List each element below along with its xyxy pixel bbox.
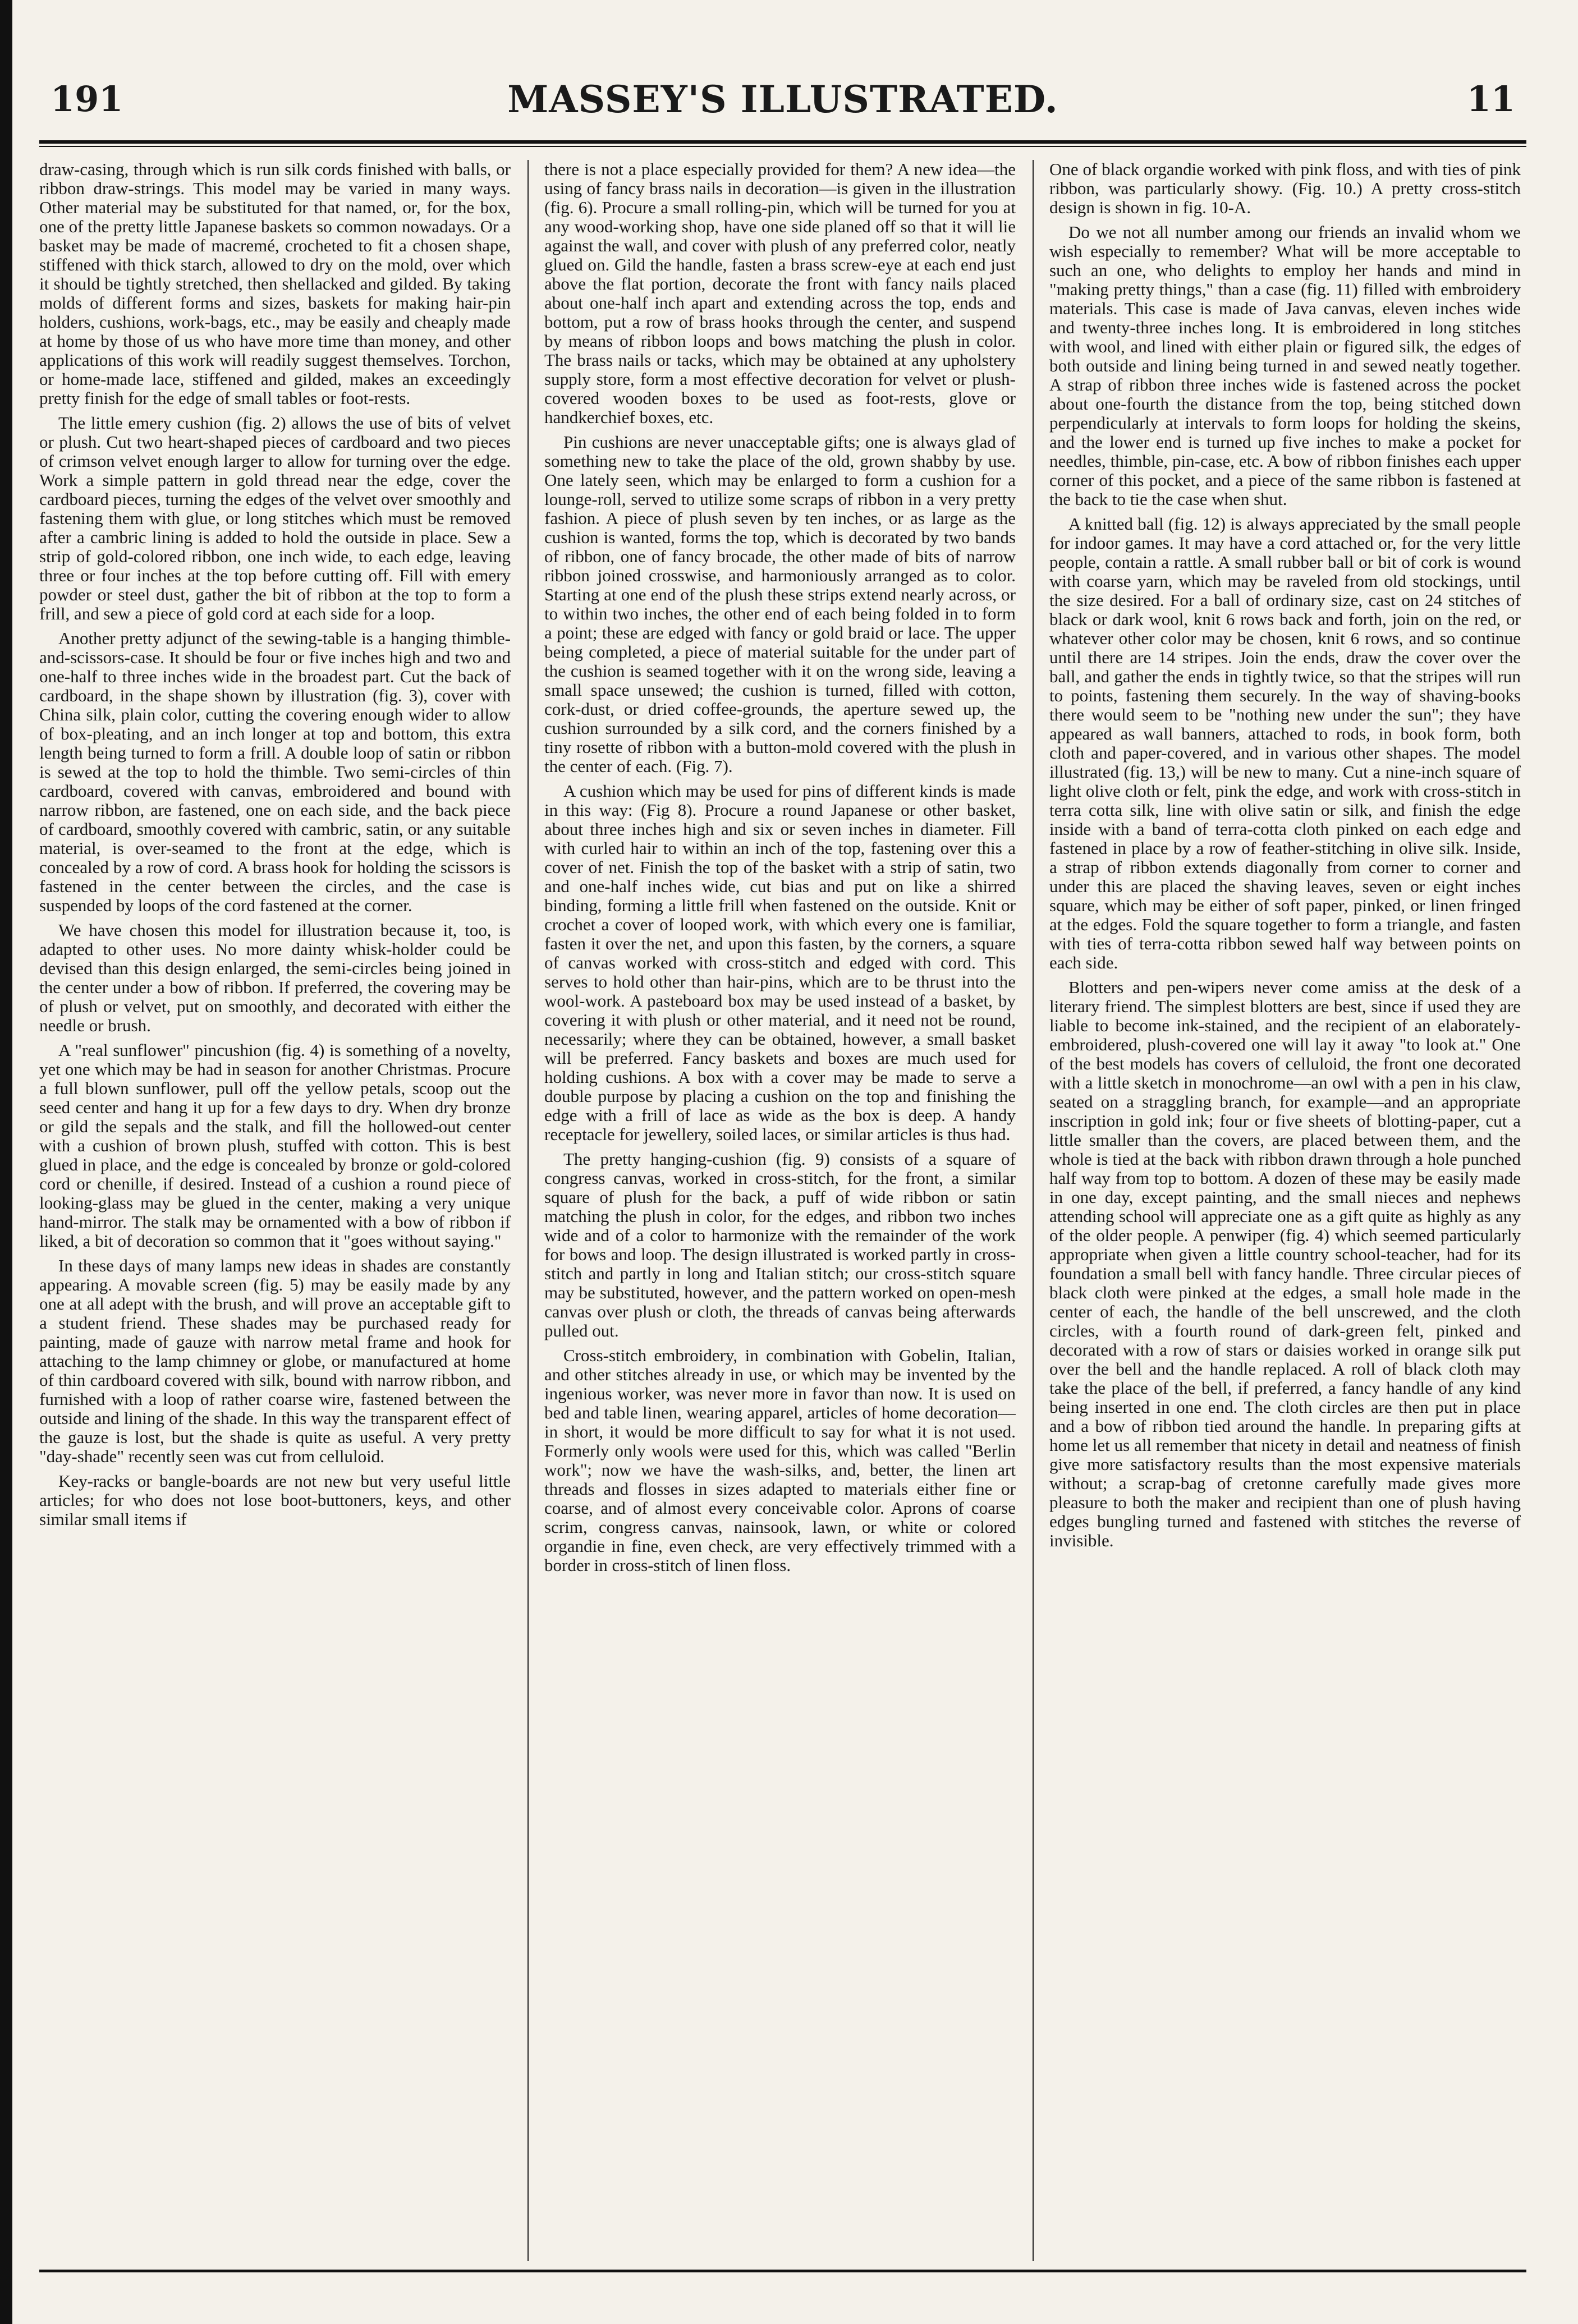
column-1 (39, 160, 511, 2261)
paragraph: draw-casing, through which is run silk cords finished with balls, or ribbon draw-strings. This model may be varied in many ways. Other material may be substituted for that named, or, for the box, one of the pretty little Japanese baskets so common nowadays. Or a basket may be made of macremé, crocheted to fit a chosen shape, stiffened with thick starch, allowed to dry on the mold, over which it should be tightly stretched, then shellacked and gilded. By taking molds of different forms and sizes, baskets for making hair-pin holders, cushions, work-bags, etc., may be easily and cheaply made at home by those of us who have more time than money, and other applications of this work will readily suggest themselves. Torchon, or home-made lace, stiffened and gilded, makes an exceedingly pretty finish for the edge of small tables or foot-rests. (39, 160, 511, 408)
column-3 (1049, 160, 1521, 2261)
text-columns (39, 160, 1526, 2261)
paragraph: Do we not all number among our friends an invalid whom we wish especially to remember? What will be more acceptable to such an one, who delights to employ her hands and mind in "making pretty things," than a case (fig. 11) filled with embroidery materials. This case is made of Java canvas, eleven inches wide and twenty-three inches long. It is embroidered in long stitches with wool, and lined with either plain or figured silk, the edges of both outside and lining being turned in and sewed neatly together. A strap of ribbon three inches wide is fastened across the pocket about one-fourth the distance from the top, being stitched down perpendicularly at intervals to form loops for holding the skeins, and the lower end is turned up five inches to make a pocket for needles, thimble, pin-case, etc. A bow of ribbon finishes each upper corner of this pocket, and a piece of the same ribbon is fastened at the back to tie the case when shut. (1049, 222, 1521, 509)
paragraph: Another pretty adjunct of the sewing-table is a hanging thimble-and-scissors-case. It should be four or five inches high and two and one-half to three inches wide in the broadest part. Cut the back of cardboard, in the shape shown by illustration (fig. 3), cover with China silk, plain color, cutting the covering enough wider to allow of box-pleating, and an inch longer at top and bottom, this extra length being turned to form a frill. A double loop of satin or ribbon is sewed at the top to hold the thimble. Two semi-circles of thin cardboard, covered with canvas, embroidered and bound with narrow ribbon, are fastened, one on each side, and the back piece of cardboard, smoothly covered with cambric, satin, or any suitable material, is over-seamed to the front at the edge, which is concealed by a row of cord. A brass hook for holding the scissors is fastened in the center between the circles, and the case is suspended by loops of the cord fastened at the corner. (39, 628, 511, 915)
paragraph: Cross-stitch embroidery, in combination with Gobelin, Italian, and other stitches already in use, or which may be invented by the ingenious worker, was never more in favor than now. It is used on bed and table linen, wearing apparel, articles of home decoration—in short, it would be more difficult to say for what it is not used. Formerly only wools were used for this, which was called "Berlin work"; now we have the wash-silks, and, better, the linen art threads and flosses in sizes adapted to materials either fine or coarse, and of almost every conceivable color. Aprons of coarse scrim, congress canvas, nainsook, lawn, or white or colored organdie in fine, even check, are very effectively trimmed with a border in cross-stitch of linen floss. (544, 1345, 1016, 1575)
column-2 (544, 160, 1016, 2261)
paragraph: Key-racks or bangle-boards are not new but very useful little articles; for who does not lose boot-buttoners, keys, and other similar small items if (39, 1471, 511, 1529)
page-number-left: 191 (51, 79, 123, 120)
paragraph: We have chosen this model for illustration because it, too, is adapted to other uses. No more dainty whisk-holder could be devised than this design enlarged, the semi-circles being joined in the center under a bow of ribbon. If preferred, the covering may be of plush or velvet, put on smoothly, and decorated with either the needle or brush. (39, 920, 511, 1035)
paragraph: The pretty hanging-cushion (fig. 9) consists of a square of congress canvas, worked in cross-stitch, for the front, a similar square of plush for the back, a puff of wide ribbon or satin matching the plush in color, for the edges, and ribbon two inches wide and of a color to harmonize with the remainder of the work for bows and loop. The design illustrated is worked partly in cross-stitch and partly in long and Italian stitch; our cross-stitch square may be substituted, however, and the pattern worked on open-mesh canvas over plush or cloth, the threads of canvas being afterwards pulled out. (544, 1149, 1016, 1340)
column-divider (527, 160, 529, 2261)
paragraph: A knitted ball (fig. 12) is always appreciated by the small people for indoor games. It may have a cord attached or, for the very little people, contain a rattle. A small rubber ball or bit of cork is wound with coarse yarn, which may be raveled from old stockings, until the size desired. For a ball of ordinary size, cast on 24 stitches of black or dark wool, knit 6 rows back and forth, join on the red, or whatever other color may be chosen, knit 6 rows, and so continue until there are 14 stripes. Join the ends, draw the cover over the ball, and gather the ends in tightly twice, so that the stripes will run to points, fastening them securely. In the way of shaving-books there would seem to be "nothing new under the sun"; they have appeared as wall banners, attached to rods, in book form, both cloth and paper-covered, and in various other shapes. The model illustrated (fig. 13,) will be new to many. Cut a nine-inch square of light olive cloth or felt, pink the edge, and work with cross-stitch in terra cotta silk, line with olive satin or silk, and finish the edge inside with a band of terra-cotta cloth pinked on each edge and fastened in place by a row of feather-stitching in olive silk. Inside, a strap of ribbon extends diagonally from corner to corner and under this are placed the shaving leaves, seven or eight inches square, which may be either of soft paper, pinked, or linen fringed at the edges. Fold the square together to form a triangle, and fasten with ties of terra-cotta ribbon sewed half way between points on each side. (1049, 514, 1521, 972)
header-rule (39, 140, 1526, 144)
paragraph: In these days of many lamps new ideas in shades are constantly appearing. A movable screen (fig. 5) may be easily made by any one at all adept with the brush, and will prove an acceptable gift to a student friend. These shades may be purchased ready for painting, made of gauze with narrow metal frame and hook for attaching to the lamp chimney or globe, or manufactured at home of thin cardboard covered with silk, bound with narrow ribbon, and furnished with a loop of rather coarse wire, fastened between the outside and lining of the shade. In this way the transparent effect of the gauze is lost, but the shade is quite as useful. A very pretty "day-shade" recently seen was cut from celluloid. (39, 1256, 511, 1466)
page-number-right: 11 (1466, 79, 1515, 120)
column-divider (1033, 160, 1034, 2261)
paragraph: there is not a place especially provided for them? A new idea—the using of fancy brass nails in decoration—is given in the illustration (fig. 6). Procure a small rolling-pin, which will be turned for you at any wood-working shop, have one side planed off so that it will lie against the wall, and cover with plush of any preferred color, neatly glued on. Gild the handle, fasten a brass screw-eye at each end just above the flat portion, decorate the front with fancy nails placed about one-half inch apart and extending across the top, ends and bottom, put a row of brass hooks through the center, and suspend by means of ribbon loops and bows matching the plush in color. The brass nails or tacks, which may be obtained at any upholstery supply store, form a most effective decoration for velvet or plush-covered wooden boxes to be used as foot-rests, glove or handkerchief boxes, etc. (544, 160, 1016, 427)
paragraph: A cushion which may be used for pins of different kinds is made in this way: (Fig 8). Procure a round Japanese or other basket, about three inches high and six or seven inches in diameter. Fill with curled hair to within an inch of the top, fastening over this a cover of net. Finish the top of the basket with a strip of satin, two and one-half inches wide, cut bias and put on like a shirred binding, forming a little frill when fastened on the outside. Knit or crochet a cover of looped work, with which every one is familiar, fasten it over the net, and upon this fasten, by the corners, a square of canvas worked with cross-stitch and edged with cord. This serves to hold other than hair-pins, which are to be thrust into the wool-work. A pasteboard box may be used instead of a basket, by covering it with plush or other material, and it need not be round, necessarily; where they can be obtained, however, a small basket will be preferred. Fancy baskets and boxes are much used for holding cushions. A box with a cover may be made to serve a double purpose by placing a cushion on the top and finishing the edge with a frill of lace as wide as the box is deep. A handy receptacle for jewellery, soiled laces, or similar articles is thus had. (544, 781, 1016, 1144)
paragraph: A "real sunflower" pincushion (fig. 4) is something of a novelty, yet one which may be had in season for another Christmas. Procure a full blown sunflower, pull off the yellow petals, scoop out the seed center and hang it up for a few days to dry. When dry bronze or gild the sepals and the stalk, and fill the hollowed-out center with a cushion of brown plush, stuffed with cotton. This is best glued in place, and the edge is concealed by bronze or gold-colored cord or chenille, if desired. Instead of a cushion a round piece of looking-glass may be glued in the center, making a very unique hand-mirror. The stalk may be ornamented with a bow of ribbon if liked, a bit of decoration so common that it "goes without saying." (39, 1040, 511, 1251)
header-rule-thin (39, 146, 1526, 147)
paragraph: Blotters and pen-wipers never come amiss at the desk of a literary friend. The simplest blotters are best, since if used they are liable to become ink-stained, and the recipient of an elaborately-embroidered, plush-covered one will lay it away "to look at." One of the best models has covers of celluloid, the front one decorated with a little sketch in monochrome—an owl with a pen in his claw, seated on a straggling branch, for example—and an appropriate inscription in gold ink; four or five sheets of blotting-paper, cut a little smaller than the covers, are placed between them, and the whole is tied at the back with ribbon drawn through a hole punched half way from top to bottom. A dozen of these may be easily made in one day, except painting, and the small nieces and nephews attending school will appreciate one as a gift quite as highly as any of the older people. A penwiper (fig. 4) which seemed particularly appropriate when given a little country school-teacher, had for its foundation a small bell with fancy handle. Three circular pieces of black cloth were pinked at the edges, a small hole made in the center of each, the handle of the bell unscrewed, and the cloth circles, with a fourth round of dark-green felt, pinked and decorated with a row of stars or daisies worked in orange silk put over the bell and the handle replaced. A roll of black cloth may take the place of the bell, if preferred, a fancy handle of any kind being inserted in one end. The cloth circles are then put in place and a bow of ribbon tied around the handle. In preparing gifts at home let us all remember that nicety in detail and neatness of finish give more satisfactory results than the most expensive materials without; a scrap-bag of cretonne carefully made gives more pleasure to both the maker and recipient than one of plush having edges bungling turned and fastened with stitches the reverse of invisible. (1049, 977, 1521, 1550)
page-header (39, 34, 1526, 135)
paragraph: The little emery cushion (fig. 2) allows the use of bits of velvet or plush. Cut two heart-shaped pieces of cardboard and two pieces of crimson velvet enough larger to allow for turning over the edge. Work a simple pattern in gold thread near the edge, cover the cardboard pieces, turning the edges of the velvet over smoothly and fastening them with glue, or long stitches which must be removed after a cambric lining is added to hold the outside in place. Sew a strip of gold-colored ribbon, one inch wide, to each edge, leaving three or four inches at the top before cutting off. Fill with emery powder or steel dust, gather the bit of ribbon at the top to form a frill, and sew a piece of gold cord at each side for a loop. (39, 413, 511, 623)
footer-rule (39, 2270, 1526, 2272)
paragraph: Pin cushions are never unacceptable gifts; one is always glad of something new to take the place of the old, grown shabby by use. One lately seen, which may be enlarged to form a cushion for a lounge-roll, served to utilize some scraps of ribbon in a very pretty fashion. A piece of plush seven by ten inches, or as large as the cushion is wanted, forms the top, which is decorated by two bands of ribbon, one of fancy brocade, the other made of bits of narrow ribbon joined crosswise, and harmoniously arranged as to color. Starting at one end of the plush these strips extend nearly across, or to within two inches, the other end of each being folded in to form a point; these are edged with fancy or gold braid or lace. The upper being completed, a piece of material suitable for the under part of the cushion is seamed together with it on the wrong side, leaving a small space unsewed; the cushion is turned, filled with cotton, cork-dust, or dried coffee-grounds, the aperture sewed up, the cushion surrounded by a silk cord, and the corners finished by a tiny rosette of ribbon with a button-mold covered with the plush in the center of each. (Fig. 7). (544, 432, 1016, 776)
masthead-title: MASSEY'S ILLUSTRATED. (507, 77, 1058, 121)
page-edge-bar (0, 0, 12, 2324)
paragraph: One of black organdie worked with pink floss, and with ties of pink ribbon, was particularly showy. (Fig. 10.) A pretty cross-stitch design is shown in fig. 10-A. (1049, 160, 1521, 217)
page (39, 34, 1526, 2278)
